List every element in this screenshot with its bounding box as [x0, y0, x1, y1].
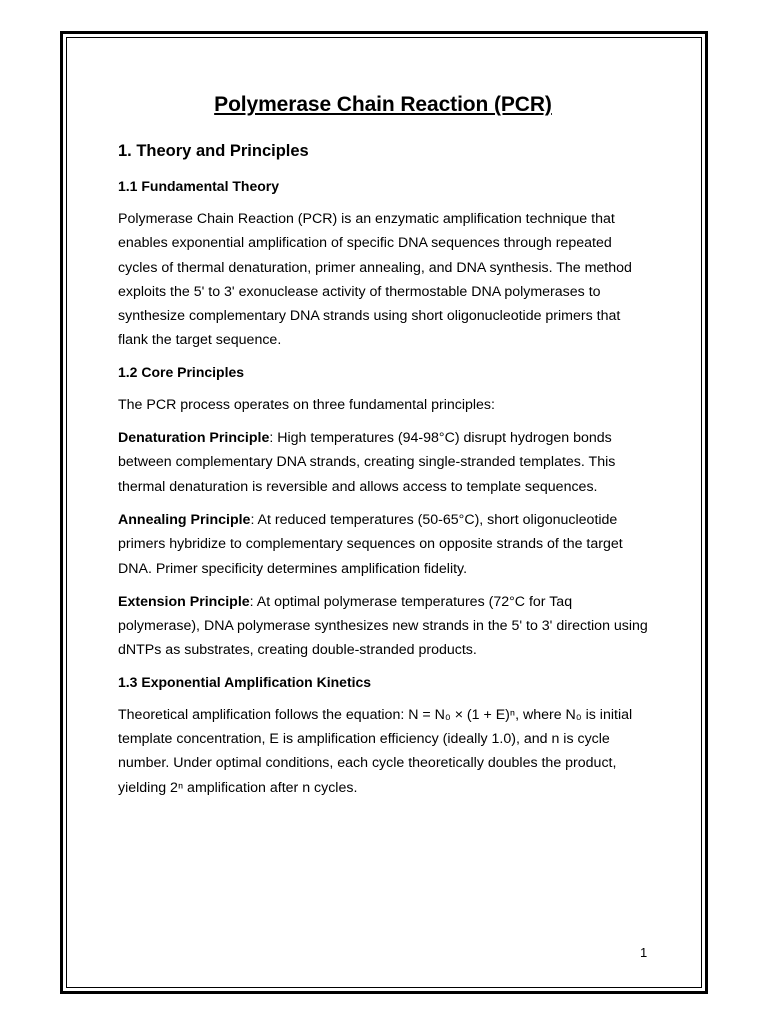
section-heading-theory-principles: 1. Theory and Principles [118, 142, 309, 160]
paragraph-denaturation-principle [118, 426, 648, 499]
extension-principle-text: : At optimal polymerase temperatures (72°C for Taq polymerase), DNA polymerase synthesizes new strands in the 5' to 3' direction using dNTPs as substrates, creating double-stranded products. [118, 593, 648, 659]
denaturation-principle-lead: Denaturation Principle [118, 430, 270, 447]
paragraph-annealing-principle [118, 508, 648, 581]
subsection-heading-fundamental-theory: 1.1 Fundamental Theory [118, 178, 280, 194]
page-number: 1 [640, 945, 648, 960]
denaturation-principle-text: : High temperatures (94-98°C) disrupt hydrogen bonds between complementary DNA strands, creating single-stranded templates. This thermal denaturation is reversible and allows access to template sequences. [118, 430, 616, 495]
paragraph-amplification-kinetics: Theoretical amplification follows the equation: N = N₀ × (1 + E)ⁿ, where N₀ is initial template concentration, E is amplification efficiency (ideally 1.0), and n is cycle number. Under optimal conditions, each cycle theoretically doubles the product, yielding 2ⁿ amplification after n cycles. [118, 706, 633, 796]
paragraph-fundamental-theory: Polymerase Chain Reaction (PCR) is an enzymatic amplification technique that enables exponential amplification of specific DNA sequences through repeated cycles of thermal denaturation, primer annealing, and DNA synthesis. The method exploits the 5' to 3' exonuclease activity of thermostable DNA polymerases to synthesize complementary DNA strands using short oligonucleotide primers that flank the target sequence. [118, 211, 632, 349]
subsection-heading-core-principles: 1.2 Core Principles [118, 363, 245, 380]
subsection-heading-amplification-kinetics: 1.3 Exponential Amplification Kinetics [118, 673, 372, 690]
document-body [118, 88, 648, 809]
paragraph-core-principles-intro: The PCR process operates on three fundamental principles: [118, 396, 495, 413]
extension-principle-lead: Extension Principle [118, 593, 250, 610]
document-title: Polymerase Chain Reaction (PCR) [214, 93, 552, 116]
paragraph-extension-principle [118, 590, 648, 663]
annealing-principle-text: : At reduced temperatures (50-65°C), short oligonucleotide primers hybridize to complementary sequences on opposite strands of the target DNA. Primer specificity determines amplification fidelity. [118, 511, 623, 577]
annealing-principle-lead: Annealing Principle [118, 511, 251, 528]
